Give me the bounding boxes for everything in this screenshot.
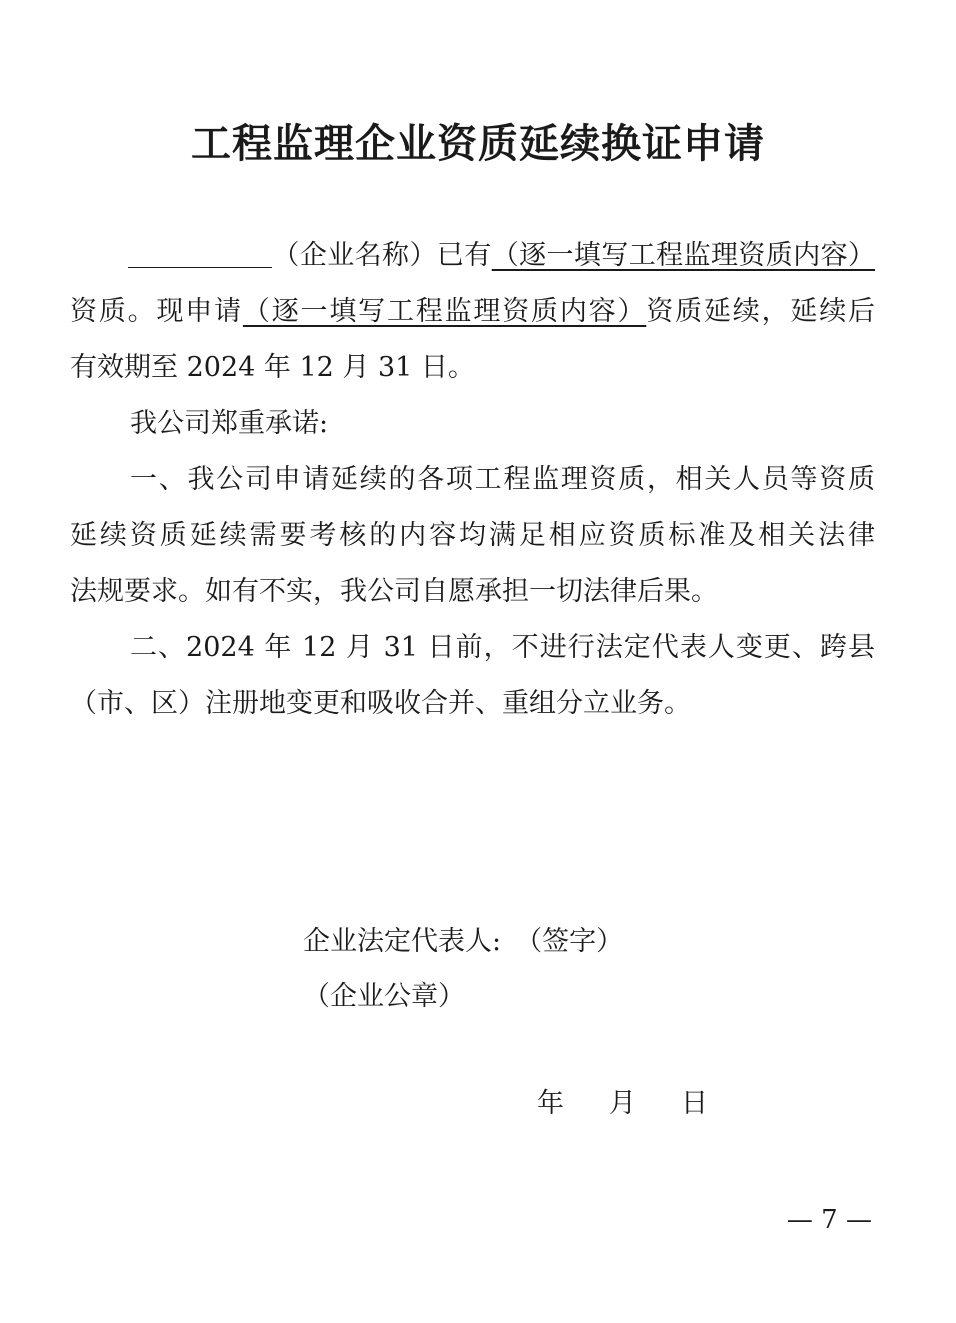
company-seal-note: （企业公章） <box>303 981 465 1012</box>
item2-line1: 二、2024 年 12 月 31 日前，不进行法定代表人变更、跨县 <box>130 632 875 663</box>
document-title: 工程监理企业资质延续换证申请 <box>191 121 765 167</box>
item2-line2: （市、区）注册地变更和吸收合并、重组分立业务。 <box>70 688 691 719</box>
qualification-placeholder-1: （逐一填写工程监理资质内容） <box>491 240 876 271</box>
para1-line1 <box>70 236 875 276</box>
company-name-placeholder: （企业名称） <box>272 240 437 271</box>
text-qual-apply: 资质。现申请 <box>70 296 243 327</box>
validity-line: 有效期至 2024 年 12 月 31 日。 <box>70 352 475 383</box>
legal-representative-line <box>303 922 623 962</box>
company-name-blank <box>128 239 272 268</box>
legal-representative-label: 企业法定代表人: <box>303 926 502 957</box>
promise-heading: 我公司郑重承诺: <box>130 408 329 439</box>
date-year: 年 <box>537 1088 564 1119</box>
item1-line1: 一、我公司申请延续的各项工程监理资质，相关人员等资质 <box>130 464 875 495</box>
signature-note: （签字） <box>515 926 624 957</box>
date-line <box>537 1084 708 1124</box>
text-has: 已有 <box>436 240 492 271</box>
page-number: — 7 — <box>786 1205 872 1235</box>
para1-line2 <box>70 292 875 332</box>
text-extend: 资质延续，延续后 <box>646 296 876 327</box>
qualification-placeholder-2: （逐一填写工程监理资质内容） <box>242 296 647 327</box>
date-day: 日 <box>681 1088 708 1119</box>
date-month: 月 <box>609 1088 636 1119</box>
item1-line3: 法规要求。如有不实，我公司自愿承担一切法律后果。 <box>70 576 718 607</box>
item1-line2: 延续资质延续需要考核的内容均满足相应资质标准及相关法律 <box>70 520 875 551</box>
